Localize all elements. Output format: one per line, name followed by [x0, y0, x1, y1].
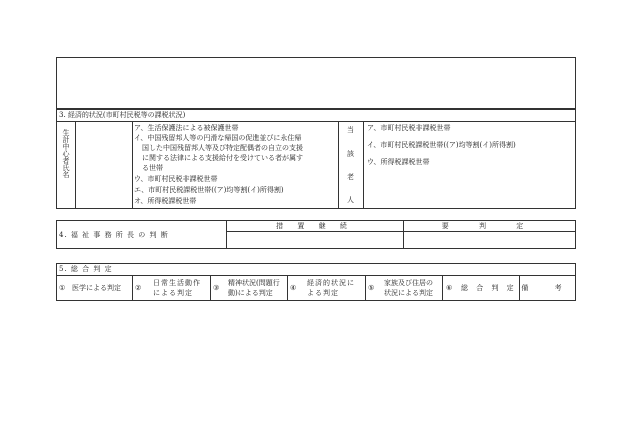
- left-item: オ、所得税課税世帯: [134, 197, 197, 205]
- elderly-person-char: 老: [347, 173, 354, 181]
- top-blank-box: [56, 57, 576, 109]
- family-housing-assessment-label: 家族及び住居の 状況による判定: [384, 279, 433, 297]
- elderly-person-char: 人: [347, 196, 354, 204]
- left-item: エ、市町村民税課税世帯((ア)均等割(イ)所得割): [134, 186, 284, 194]
- medical-assessment-label: 医学による判定: [72, 284, 121, 292]
- remarks-label: 備 考: [521, 284, 574, 292]
- left-item: 国した中国残留邦人等及び特定配偶者の自立の支援: [142, 144, 303, 152]
- mental-assessment-label: 精神状況(問題行 動)による判定: [228, 279, 280, 297]
- section5-title: 5. 総 合 判 定: [59, 265, 113, 273]
- col-num: ③: [213, 284, 220, 292]
- col-num: ①: [59, 284, 66, 292]
- right-item: ウ、所得税課税世帯: [367, 158, 430, 166]
- left-item: る世帯: [142, 164, 163, 172]
- col-num: ⑥: [446, 284, 453, 292]
- overall-assessment-label: 総 合 判 定: [461, 284, 517, 292]
- left-item: ウ、市町村民税非課税世帯: [134, 175, 218, 183]
- left-item: に関する法律による支援給付を受けている者が属す: [142, 154, 303, 162]
- col-num: ②: [135, 284, 142, 292]
- right-item: イ、市町村民税課税世帯((ア)均等割(イ)所得割): [367, 141, 516, 149]
- right-item: ア、市町村民税非課税世帯: [367, 124, 451, 132]
- col-num: ⑤: [368, 284, 375, 292]
- economic-assessment-label: 経済的状況に よる判定: [307, 279, 355, 297]
- section3-title: 3. 経済的状況(市町村民税等の課税状況): [59, 111, 186, 119]
- measure-continuation-header: 措 置 継 続: [276, 222, 353, 230]
- left-item: イ、中国残留邦人等の円滑な帰国の促進並びに永住帰: [134, 134, 302, 142]
- section4-title: 4. 福 祉 事 務 所 長 の 判 断: [59, 231, 169, 239]
- elderly-person-char: 該: [347, 150, 354, 158]
- left-item: ア、生活保護法による被保護世帯: [134, 124, 239, 132]
- adl-assessment-label: 日常生活動作 による判定: [153, 279, 201, 297]
- elderly-person-char: 当: [347, 126, 354, 134]
- requires-assessment-header: 要 判 定: [441, 222, 538, 230]
- primary-earner-name-label: 生計中心者氏名: [62, 129, 70, 178]
- col-num: ④: [290, 284, 297, 292]
